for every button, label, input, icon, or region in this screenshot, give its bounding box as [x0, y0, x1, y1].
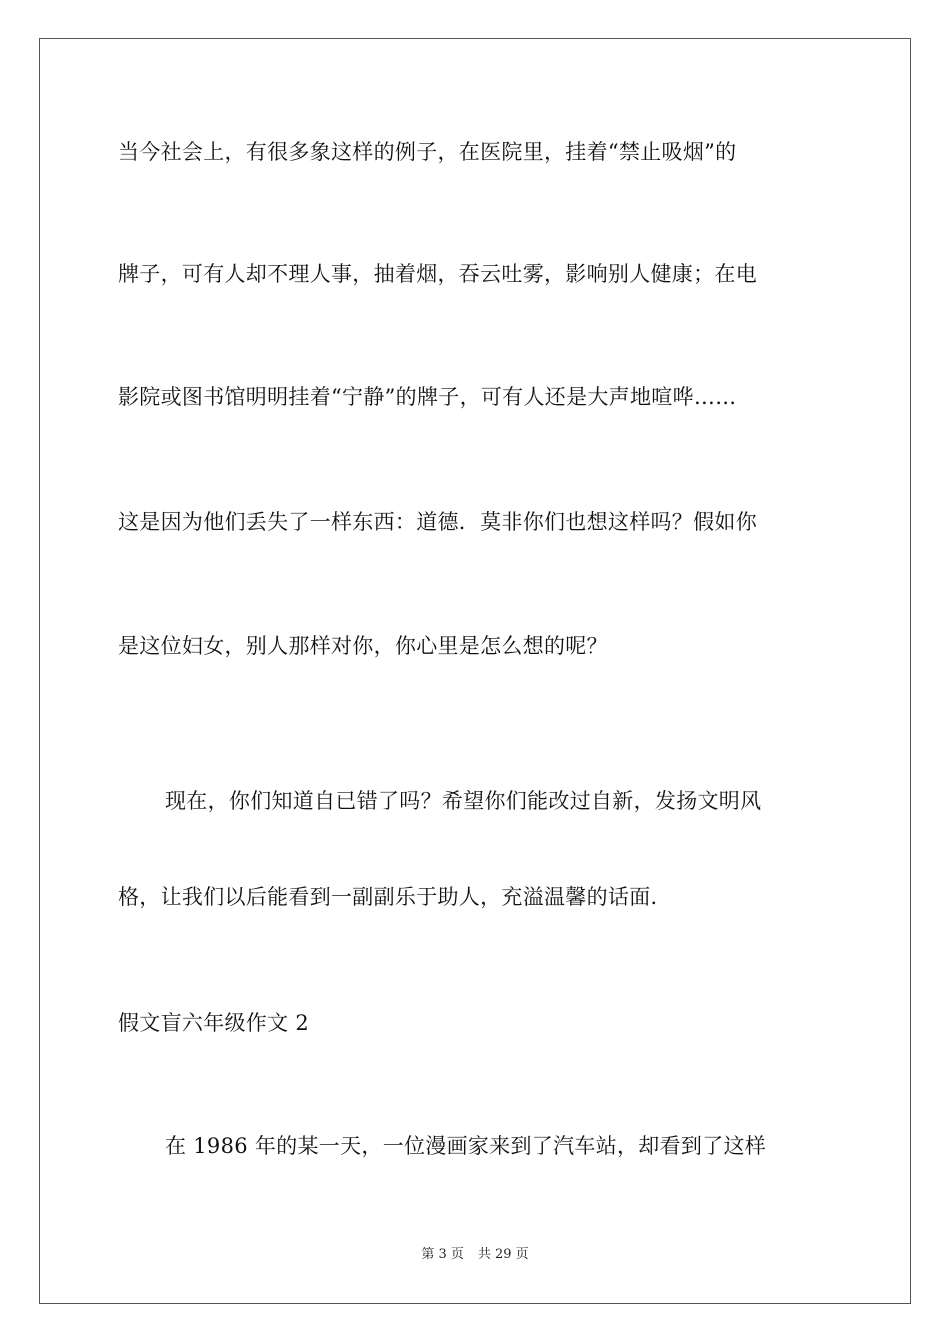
page-frame [39, 38, 911, 1304]
page-number: 第 3 页 [421, 1247, 464, 1262]
text-line: 格，让我们以后能看到一副副乐于助人，充溢温馨的话面． [118, 885, 672, 909]
paragraph-first-line: 在 1986 年的某一天，一位漫画家来到了汽车站，却看到了这样 [165, 1134, 767, 1158]
text-line: 当今社会上，有很多象这样的例子，在医院里，挂着“禁止吸烟”的 [118, 140, 737, 164]
text-line: 牌子，可有人却不理人事，抽着烟，吞云吐雾，影响别人健康；在电 [118, 262, 757, 286]
text-line: 是这位妇女，别人那样对你，你心里是怎么想的呢？ [118, 634, 608, 658]
text-line: 这是因为他们丢失了一样东西：道德．莫非你们也想这样吗？假如你 [118, 510, 757, 534]
text-line: 影院或图书馆明明挂着“宁静”的牌子，可有人还是大声地喧哗…… [118, 385, 737, 409]
paragraph-first-line: 现在，你们知道自已错了吗？希望你们能改过自新，发扬文明风 [165, 789, 762, 813]
section-heading: 假文盲六年级作文 2 [118, 1011, 310, 1035]
page-footer [0, 1246, 950, 1264]
total-pages: 共 29 页 [477, 1247, 529, 1262]
